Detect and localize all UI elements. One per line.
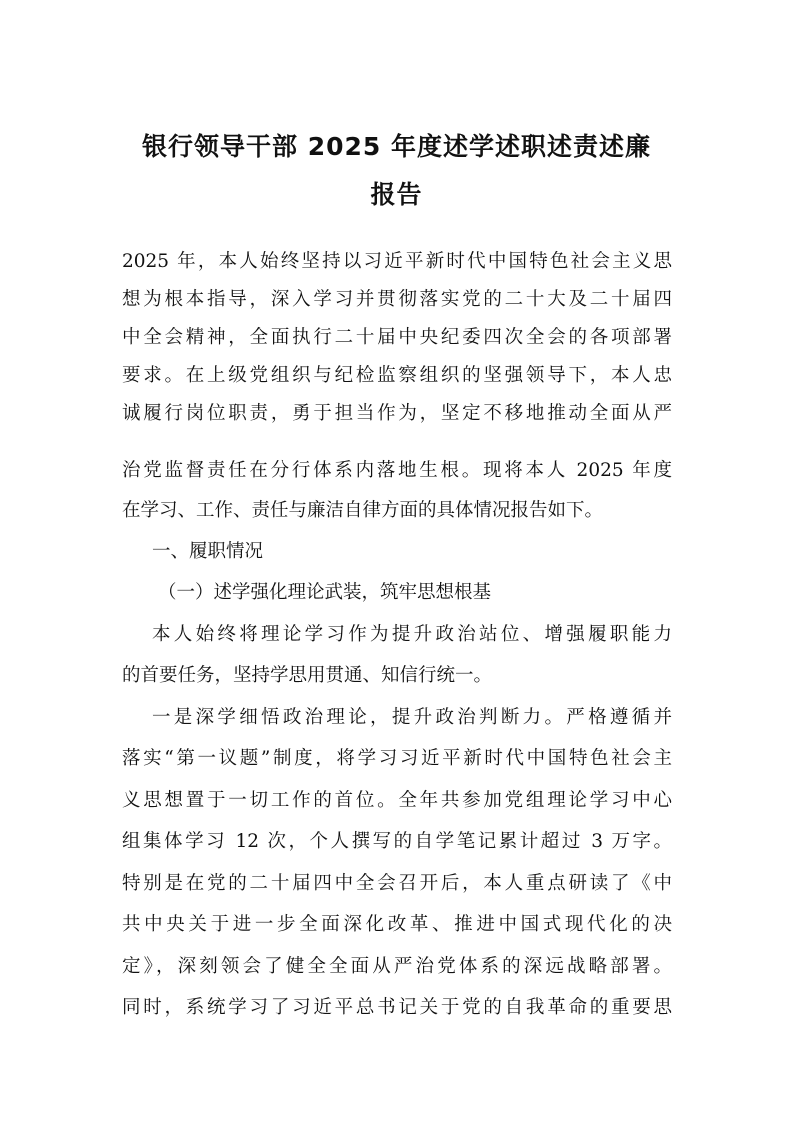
paragraph-line: 落实“第一议题”制度，将学习习近平新时代中国特色社会主 — [122, 748, 672, 769]
paragraph-line: 想为根本指导，深入学习并贯彻落实党的二十大及二十届四 — [122, 289, 672, 310]
paragraph-line: 在学习、工作、责任与廉洁自律方面的具体情况报告如下。 — [122, 500, 604, 521]
paragraph-line: 2025 年，本人始终坚持以习近平新时代中国特色社会主义思 — [122, 251, 672, 272]
document-title-line-2: 报告 — [370, 180, 423, 209]
paragraph-line: 同时，系统学习了习近平总书记关于党的自我革命的重要思 — [122, 997, 672, 1018]
paragraph-line: 一是深学细悟政治理论，提升政治判断力。严格遵循并 — [152, 707, 672, 728]
paragraph-line: 本人始终将理论学习作为提升政治站位、增强履职能力 — [152, 624, 672, 645]
paragraph-line: 的首要任务，坚持学思用贯通、知信行统一。 — [122, 665, 493, 686]
paragraph-line: 治党监督责任在分行体系内落地生根。现将本人 2025 年度 — [122, 460, 672, 481]
paragraph-line: 组集体学习 12 次，个人撰写的自学笔记累计超过 3 万字。 — [122, 831, 672, 852]
section-heading: 一、履职情况 — [152, 541, 264, 562]
paragraph-line: 诚履行岗位职责，勇于担当作为，坚定不移地推动全面从严 — [122, 403, 672, 424]
paragraph-line: 中全会精神，全面执行二十届中央纪委四次全会的各项部署 — [122, 327, 672, 348]
paragraph-line: 要求。在上级党组织与纪检监察组织的坚强领导下，本人忠 — [122, 365, 672, 386]
paragraph-line: 共中央关于进一步全面深化改革、推进中国式现代化的决 — [122, 914, 672, 935]
paragraph-line: 义思想置于一切工作的首位。全年共参加党组理论学习中心 — [122, 790, 672, 811]
document-title-line-1: 银行领导干部 2025 年度述学述职述责述廉 — [142, 132, 651, 161]
paragraph-line: 特别是在党的二十届四中全会召开后，本人重点研读了《中 — [122, 873, 672, 894]
paragraph-line: 定》，深刻领会了健全全面从严治党体系的深远战略部署。 — [122, 956, 672, 977]
subsection-heading: （一）述学强化理论武装，筑牢思想根基 — [158, 582, 492, 603]
